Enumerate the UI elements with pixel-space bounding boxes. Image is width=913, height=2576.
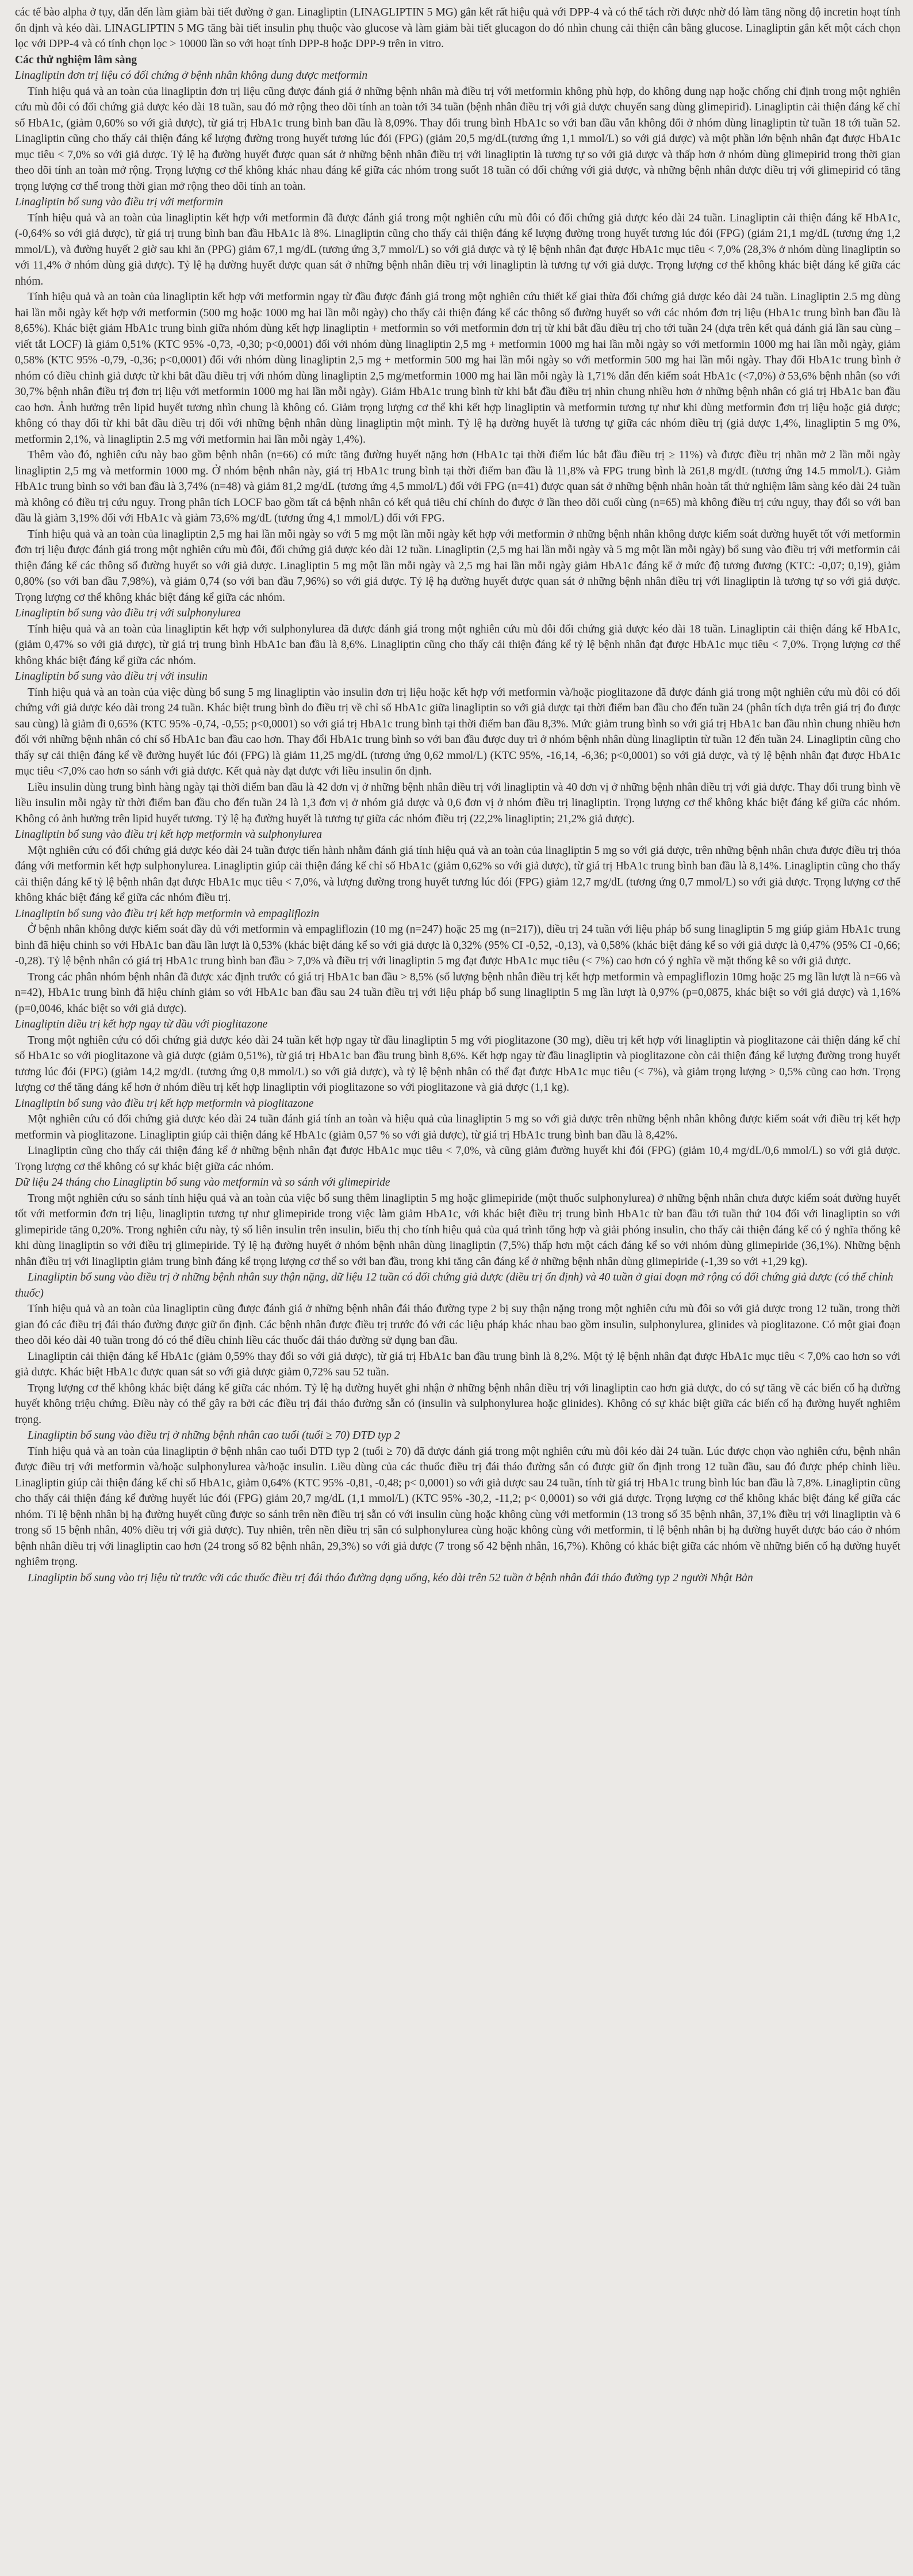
paragraph: Liều insulin dùng trung bình hàng ngày tại thời điểm ban đầu là 42 đơn vị ở những bệnh nhân điều trị với linagliptin và 40 đơn vị ở những bệnh nhân điều trị với giả dược. Thay đổi trung bình về liều insulin mỗi ngày từ thời điểm ban đầu cho đến tuần 24 là 1,3 đơn vị ở nhóm giả dược và 0,6 đơn vị ở nhóm điều trị linagliptin. Trọng lượng cơ thể không khác biệt đáng kể giữa các nhóm. Không có ảnh hưởng trên lipid huyết tương. Tỷ lệ hạ đường huyết là tương tự giữa các nhóm điều trị (22,2% linagliptin; 21,2% giả dược). <box>15 781 900 825</box>
section-title: Linagliptin điều trị kết hợp ngay từ đầu với pioglitazone <box>15 1018 268 1030</box>
paragraph: Một nghiên cứu có đối chứng giả dược kéo dài 24 tuần đánh giá tính an toàn và hiệu quả của linagliptin 5 mg so với giả dược trên những bệnh nhân không được kiểm soát với điều trị kết hợp metformin và pioglitazone. Linagliptin giúp cải thiện đáng kể HbA1c (giảm 0,57 % so với giả dược), từ giá trị HbA1c trung bình ban đầu là 8,42%. <box>15 1113 900 1141</box>
paragraph: Tính hiệu quả và an toàn của việc dùng bổ sung 5 mg linagliptin vào insulin đơn trị liệu hoặc kết hợp với metformin và/hoặc pioglitazone đã được đánh giá trong một nghiên cứu mù đôi có đối chứng với giả dược kéo dài trong 24 tuần. Khác biệt trung bình do điều trị về chỉ số HbA1c giữa linagliptin so với giả dược tại thời điểm ban đầu cho đến tuần 24 (phân tích dựa trên giá trị đo được sau cùng) là giảm đi 0,65% (KTC 95% -0,74, -0,55; p<0,0001) so với giá trị HbA1c trung bình tại thời điểm ban đầu 8,3%. Mức giảm trung bình so với giá trị HbA1c ban đầu nhìn chung nhiều hơn đối với những bệnh nhân có chỉ số HbA1c ban đầu cao hơn. Thay đổi HbA1c trung bình so với ban đầu được duy trì ở nhóm bệnh nhân dùng linagliptin từ tuần 12 đến tuần 24. Linagliptin cũng cho thấy sự cải thiện đáng kể về đường huyết lúc đói (FPG) là giảm 11,25 mg/dL (tương ứng 0,62 mmol/L) (KTC 95%, -16,14, -6,36; p<0,0001) so với giả dược, và tỷ lệ bệnh nhân đạt được HbA1c mục tiêu <7,0% cao hơn so sánh với giả dược. Kết quả này đạt được với liều insulin ổn định. <box>15 686 900 777</box>
paragraph: Tính hiệu quả và an toàn của linagliptin đơn trị liệu cũng được đánh giá ở những bệnh nhân mà điều trị với metformin không phù hợp, do không dung nạp hoặc chống chỉ định trong một nghiên cứu mù đôi có đối chứng giả dược kéo dài 18 tuần, sau đó mở rộng theo dõi tính an toàn tới 34 tuần (bệnh nhân điều trị với giả dược chuyển sang dùng glimepirid). Linagliptin cải thiện đáng kể chỉ số HbA1c, (giảm 0,60% so với giả dược), từ giá trị HbA1c trung bình ban đầu là 8,09%. Thay đổi trung bình HbA1c so với ban đầu vẫn không đổi ở nhóm dùng linagliptin từ tuần 18 tới tuần 52. Linagliptin cũng cho thấy cải thiện đáng kể lượng đường trong huyết tương lúc đói (FPG) (giảm 20,5 mg/dL(tương ứng 1,1 mmol/L) so với giả dược) và một phần lớn bệnh nhân đạt được HbA1c mục tiêu < 7,0% so với giả dược. Tỷ lệ hạ đường huyết được quan sát ở những bệnh nhân điều trị với linagliptin là tương tự so với giả dược và thấp hơn ở nhóm dùng glimepirid trong thời gian theo dõi tính an toàn mở rộng. Trọng lượng cơ thể không khác nhau đáng kể giữa các nhóm trong suốt 18 tuần có đối chứng với giả dược, và những bệnh nhân được điều trị với glimepirid có tăng trọng lượng cơ thể trong thời gian mở rộng theo dõi tính an toàn. <box>15 85 900 193</box>
paragraph: Tính hiệu quả và an toàn của linagliptin cũng được đánh giá ở những bệnh nhân đái tháo đường type 2 bị suy thận nặng trong một nghiên cứu mù đôi so với giả dược trong 12 tuần, trong thời gian đó các điều trị đái tháo đường được giữ ổn định. Các bệnh nhân được điều trị trước đó với các liệu pháp khác nhau bao gồm insulin, sulphonylurea, glinides và pioglitazone. Có một giai đoạn theo dõi kéo dài 40 tuần trong đó có thể điều chỉnh liều các thuốc đái tháo đường sử dụng ban đầu. <box>15 1303 900 1347</box>
paragraph: Tính hiệu quả và an toàn của linagliptin ở bệnh nhân cao tuổi ĐTĐ typ 2 (tuổi ≥ 70) đã được đánh giá trong một nghiên cứu mù đôi kéo dài 24 tuần. Lúc được chọn vào nghiên cứu, bệnh nhân được điều trị với metformin và/hoặc sulphonylurea và/hoặc insulin. Liều dùng của các thuốc điều trị đái tháo đường sẵn có được giữ ổn định trong 12 tuần đầu, sau đó được phép chỉnh liều. Linagliptin giúp cải thiện đáng kể chỉ số HbA1c, giảm 0,64% (KTC 95% -0,81, -0,48; p< 0,0001) so với giả dược sau 24 tuần, tính từ giá trị HbA1c trung bình lúc ban đầu là 7,8%. Linagliptin cũng cho thấy cải thiện đáng kể đường huyết lúc đói (FPG) giảm 20,7 mg/dL (1,1 mmol/L) (KTC 95% -30,2, -11,2; p< 0,0001) so với giả dược. Trọng lượng cơ thể không khác biệt đáng kể giữa các nhóm. Tỉ lệ bệnh nhân bị hạ đường huyết cũng được so sánh trên nền điều trị sẵn có với insulin cùng hoặc không cùng với metformin (13 trong số 35 bệnh nhân, 37,1% điều trị với linagliptin và 6 trong số 15 bệnh nhân, 40% điều trị với giả dược). Tuy nhiên, trên nền điều trị sẵn có sulphonylurea cùng hoặc không cùng với metformin, tỉ lệ bệnh nhân bị hạ đường huyết được báo cáo ở nhóm bệnh nhân điều trị với linagliptin cao hơn (24 trong số 82 bệnh nhân, 29,3%) so với giả dược (7 trong số 42 bệnh nhân, 16,7%). Không có khác biệt giữa các nhóm về những biến cố hạ đường huyết nghiêm trọng. <box>15 1445 900 1568</box>
paragraph: Linagliptin cải thiện đáng kể HbA1c (giảm 0,59% thay đổi so với giả dược), từ giá trị HbA1c ban đầu trung bình là 8,2%. Một tỷ lệ bệnh nhân đạt được HbA1c mục tiêu < 7,0% cao hơn so với giả dược. Khác biệt HbA1c được quan sát so với giả dược giảm 0,72% sau 52 tuần. <box>15 1350 900 1378</box>
paragraph: Tính hiệu quả và an toàn của linagliptin kết hợp với sulphonylurea đã được đánh giá trong một nghiên cứu mù đôi đối chứng giả dược kéo dài 18 tuần. Linagliptin cải thiện đáng kể HbA1c, (giảm 0,47% so với giả dược), từ giá trị trung bình HbA1c ban đầu là 8,6%. Linagliptin cũng cho thấy cải thiện đáng kể tỷ lệ bệnh nhân đạt được HbA1c mục tiêu < 7,0%. Trọng lượng cơ thể không khác biệt đáng kể giữa các nhóm. <box>15 623 900 667</box>
paragraph: Tính hiệu quả và an toàn của linagliptin kết hợp với metformin đã được đánh giá trong một nghiên cứu mù đôi có đối chứng giả dược kéo dài 24 tuần. Linagliptin cải thiện đáng kể HbA1c, (-0,64% so với giả dược), từ giá trị trung bình ban đầu HbA1c là 8%. Linagliptin cũng cho thấy cải thiện đáng kể lượng đường trong huyết tương lúc đói (FPG) (giảm 21,1 mg/dL (tương ứng 1,2 mmol/L), và đường huyết 2 giờ sau khi ăn (PPG) giảm 67,1 mg/dL (tương ứng 3,7 mmol/L) so với giả dược và tỷ lệ bệnh nhân đạt được HbA1c mục tiêu < 7,0% (28,3% ở nhóm dùng linagliptin so với 11,4% ở nhóm dùng giả dược). Tỷ lệ hạ đường huyết được quan sát ở những bệnh nhân điều trị với linagliptin là tương tự với giả dược. Trọng lượng cơ thể không khác biệt đáng kể giữa các nhóm. <box>15 212 900 288</box>
section-title: Dữ liệu 24 tháng cho Linagliptin bổ sung vào metformin và so sánh với glimepiride <box>15 1176 390 1189</box>
section-title: Linagliptin bổ sung vào điều trị kết hợp metformin và pioglitazone <box>15 1097 314 1110</box>
section-title: Linagliptin bổ sung vào điều trị kết hợp metformin và empagliflozin <box>15 907 320 920</box>
paragraph: Trọng lượng cơ thể không khác biệt đáng kể giữa các nhóm. Tỷ lệ hạ đường huyết ghi nhận ở những bệnh nhân điều trị với linagliptin cao hơn giả dược, do có sự tăng về các biến cố hạ đường huyết không triệu chứng. Điều này có thể gây ra bởi các điều trị đái tháo đường sẵn có (insulin và sulphonylurea hoặc glinides). Không có sự khác biệt giữa các biến cố hạ đường huyết nghiêm trọng. <box>15 1382 900 1426</box>
section-title: Linagliptin bổ sung vào điều trị với sulphonylurea <box>15 607 241 619</box>
heading-clinical-trials: Các thử nghiệm lâm sàng <box>15 53 137 66</box>
paragraph: Một nghiên cứu có đối chứng giả dược kéo dài 24 tuần được tiến hành nhằm đánh giá tính hiệu quả và an toàn của linagliptin 5 mg so với giả dược, trên những bệnh nhân chưa được điều trị thỏa đáng với metformin kết hợp sulphonylurea. Linagliptin giúp cải thiện đáng kể chỉ số HbA1c (giảm 0,62% so với giả dược), từ giá trị HbA1c trung bình ban đầu là 8,14%. Linagliptin cũng cho thấy cải thiện đáng kể tỷ lệ bệnh nhân đạt được HbA1c mục tiêu < 7,0%, và lượng đường trong huyết tương lúc đói (FPG) giảm 12,7 mg/dL (tương ứng 0,7 mmol/L) so với giả dược. Trọng lượng cơ thể không khác biệt đáng kể giữa các nhóm điều trị. <box>15 844 900 904</box>
intro-paragraph: các tế bào alpha ở tụy, dẫn đến làm giảm bài tiết đường ở gan. Linagliptin (LINAGLIPTIN 5 MG) gắn kết rất hiệu quả với DPP-4 và có thể tách rời được nhờ đó làm tăng nồng độ incretin hoạt tính ổn định và kéo dài. LINAGLIPTIN 5 MG tăng bài tiết insulin phụ thuộc vào glucose và làm giảm bài tiết glucagon do đó nhìn chung cải thiện cân bằng glucose. Linagliptin gắn kết một cách chọn lọc với DPP-4 và có tính chọn lọc > 10000 lần so với hoạt tính DPP-8 hoặc DPP-9 trên in vitro. <box>15 6 900 50</box>
paragraph: Ở bệnh nhân không được kiểm soát đầy đủ với metformin và empagliflozin (10 mg (n=247) hoặc 25 mg (n=217)), điều trị 24 tuần với liệu pháp bổ sung linagliptin 5 mg giúp giảm HbA1c trung bình đã hiệu chỉnh so với HbA1c ban đầu lần lượt là 0,53% (khác biệt đáng kể so với giả dược là 0,32% (95% CI -0,52, -0,13), và 0,58% (khác biệt đáng kể so với giả dược là 0,47% (95% CI -0,66; -0,28). Tỷ lệ bệnh nhân có giá trị HbA1c trung bình ban đầu > 7,0% và điều trị với linagliptin 5 mg đạt được HbA1c mục tiêu (< 7%) cao hơn có ý nghĩa về mặt thống kê so với giả dược. <box>15 923 900 967</box>
paragraph: Tính hiệu quả và an toàn của linagliptin 2,5 mg hai lần mỗi ngày so với 5 mg một lần mỗi ngày kết hợp với metformin ở những bệnh nhân không được kiểm soát đường huyết tốt với metformin đơn trị liệu được đánh giá trong một nghiên cứu mù đôi, đối chứng giả dược kéo dài 12 tuần. Linagliptin (2,5 mg hai lần mỗi ngày và 5 mg một lần mỗi ngày) bổ sung vào điều trị với metformin cải thiện đáng kể các thông số đường huyết so với giả dược. Linagliptin 5 mg một lần mỗi ngày và 2,5 mg hai lần mỗi ngày giảm HbA1c đáng kể ở mức độ tương đương (KTC: -0,07; 0,19), giảm 0,80% (so với ban đầu 7,98%), và giảm 0,74 (so với ban đầu 7,96%) so với giả dược. Tỷ lệ hạ đường huyết được quan sát ở những bệnh nhân điều trị với linagliptin là tương tự so với giả dược. Trọng lượng cơ thể không khác biệt đáng kể giữa các nhóm. <box>15 528 900 604</box>
section-title: Linagliptin bổ sung vào điều trị với metformin <box>15 196 223 208</box>
section-title: Linagliptin bổ sung vào điều trị ở những bệnh nhân cao tuổi (tuổi ≥ 70) ĐTĐ typ 2 <box>28 1429 400 1442</box>
paragraph: Tính hiệu quả và an toàn của linagliptin kết hợp với metformin ngay từ đầu được đánh giá trong một nghiên cứu thiết kế giai thừa đối chứng giả dược kéo dài 24 tuần. Linagliptin 2.5 mg dùng hai lần mỗi ngày kết hợp với metformin (500 mg hoặc 1000 mg hai lần mỗi ngày) cho thấy cải thiện đáng kể các thông số đường huyết so với các nhóm đơn trị liệu (HbA1c trung bình ban đầu là 8,65%). Khác biệt giảm HbA1c trung bình giữa nhóm dùng kết hợp linagliptin + metformin so với metformin đơn trị từ khi bắt đầu điều trị cho tới tuần 24 (dựa trên kết quả đánh giá lần sau cùng – viết tắt LOCF) là giảm 0,51% (KTC 95% -0,73, -0,30; p<0,0001) đối với nhóm dùng linagliptin 2,5 mg + metformin 1000 mg hai lần mỗi ngày so với metformin 1000 mg hai lần mỗi ngày, giảm 0,58% (KTC 95% -0,79, -0,36; p<0,0001) đối với nhóm dùng linagliptin 2,5 mg + metformin 500 mg hai lần mỗi ngày so với metformin 500 mg hai lần mỗi ngày. Thay đổi HbA1c trung bình ở nhóm có điều chỉnh giả dược từ khi bắt đầu điều trị với nhóm dùng linagliptin 2,5 mg/metformin 1000 mg hai lần mỗi ngày là 1,71% dẫn đến kiểm soát HbA1c (<7,0%) ở 53,6% bệnh nhân (so với 30,7% bệnh nhân điều trị đơn trị liệu với metformin 1000 mg hai lần mỗi ngày). Giảm HbA1c trung bình từ khi bắt đầu điều trị nhìn chung nhiều hơn ở những bệnh nhân có giá trị HbA1c ban đầu cao hơn. Ảnh hưởng trên lipid huyết tương nhìn chung là không có. Giảm trọng lượng cơ thể khi kết hợp linagliptin và metformin tương tự như khi dùng metformin đơn trị liệu hoặc giả dược; không có thay đổi từ khi bắt đầu điều trị đối với những bệnh nhân dùng linagliptin một mình. Tỷ lệ hạ đường huyết là tương tự giữa các nhóm điều trị (giả dược 1,4%, linagliptin 5 mg 0%, metformin 2,1%, và linagliptin 2.5 mg với metformin hai lần mỗi ngày 1,4%). <box>15 291 900 446</box>
paragraph: Linagliptin cũng cho thấy cải thiện đáng kể ở những bệnh nhân đạt được HbA1c mục tiêu < 7,0%, và cũng giảm đường huyết khi đói (FPG) (giảm 10,4 mg/dL/0,6 mmol/L) so với giả dược. Trọng lượng cơ thể không có sự khác biệt giữa các nhóm. <box>15 1145 900 1173</box>
paragraph: Thêm vào đó, nghiên cứu này bao gồm bệnh nhân (n=66) có mức tăng đường huyết nặng hơn (HbA1c tại thời điểm lúc bắt đầu điều trị ≥ 11%) và được điều trị nhãn mở 2 lần mỗi ngày linagliptin 2,5 mg và metformin 1000 mg. Ở nhóm bệnh nhân này, giá trị HbA1c trung bình tại thời điểm ban đầu là 11,8% và FPG trung bình là 261,8 mg/dL (tương ứng 14.5 mmol/L). Giảm HbA1c trung bình so với ban đầu là 3,74% (n=48) và giảm 81,2 mg/dL (tương ứng 4,5 mmol/L) đối với FPG (n=41) được quan sát ở những bệnh nhân hoàn tất thử nghiệm lâm sàng kéo dài 24 tuần mà không có điều trị cứu nguy. Trong phân tích LOCF bao gồm tất cả bệnh nhân có kết quả tiêu chí chính do được ở lần theo dõi cuối cùng (n=65) mà không điều trị cứu nguy, thay đổi so với ban đầu là giảm 3,19% đối với HbA1c và giảm 73,6% mg/dL (tương ứng 4,1 mmol/L) đối với FPG. <box>15 449 900 524</box>
section-title: Linagliptin bổ sung vào điều trị kết hợp metformin và sulphonylurea <box>15 829 322 841</box>
paragraph: Trong một nghiên cứu có đối chứng giả dược kéo dài 24 tuần kết hợp ngay từ đầu linagliptin 5 mg với pioglitazone (30 mg), điều trị kết hợp với linagliptin và pioglitazone cải thiện đáng kể chỉ số HbA1c so với pioglitazone và giả dược (giảm 0,51%), từ giá trị HbA1c ban đầu trung bình 8,6%. Kết hợp ngay từ đầu linagliptin và pioglitazone còn cải thiện đáng kể lượng đường trong huyết tương lúc đói (FPG) (giảm 14,2 mg/dL (tương ứng 0,8 mmol/L) so với giả dược), và tỷ lệ bệnh nhân có thể đạt được HbA1c mục tiêu (< 7%), và giảm trọng lượng > 0,5% cũng cao hơn. Trọng lượng cơ thể tăng đáng kể hơn ở nhóm điều trị kết hợp linagliptin với pioglitazone so với pioglitazone và giả dược (1,1 kg). <box>15 1034 900 1094</box>
section-title: Linagliptin đơn trị liệu có đối chứng ở bệnh nhân không dung được metformin <box>15 70 368 82</box>
section-title: Linagliptin bổ sung vào điều trị ở những bệnh nhân suy thận nặng, dữ liệu 12 tuần có đối chứng giả dược (điều trị ổn định) và 40 tuần ở giai đoạn mở rộng có đối chứng giả dược (có thể chỉnh thuốc) <box>15 1271 893 1300</box>
paragraph: Trong một nghiên cứu so sánh tính hiệu quả và an toàn của việc bổ sung thêm linagliptin 5 mg hoặc glimepiride (một thuốc sulphonylurea) ở những bệnh nhân chưa được kiểm soát đường huyết tốt với metformin đơn trị liệu, linagliptin tương tự như glimepiride trong việc làm giảm HbA1c, với khác biệt điều trị trung bình HbA1c từ ban đầu tới tuần thứ 104 đối với linagliptin so với glimepiride tăng 0,20%. Trong nghiên cứu này, tỷ số liên insulin trên insulin, biểu thị cho tính hiệu quả của quá trình tổng hợp và giải phóng insulin, cho thấy cải thiện đáng kể có ý nghĩa thống kê khi dùng linagliptin so với điều trị glimepiride. Tỷ lệ hạ đường huyết ở nhóm bệnh nhân dùng linagliptin (7,5%) thấp hơn một cách đáng kể so với nhóm dùng glimepiride (36,1%). Những bệnh nhân điều trị với linagliptin giảm trung bình đáng kể trọng lượng cơ thể so với ban đầu, trong khi tăng cân đáng kể ở những bệnh nhân dùng glimepiride (-1,39 so với +1,29 kg). <box>15 1192 900 1268</box>
paragraph: Trong các phân nhóm bệnh nhân đã được xác định trước có giá trị HbA1c ban đầu > 8,5% (số lượng bệnh nhân điều trị kết hợp metformin và empagliflozin 10mg hoặc 25 mg lần lượt là n=66 và n=42), HbA1c trung bình đã hiệu chỉnh giảm so với HbA1c ban đầu sau 24 tuần điều trị với liệu pháp bổ sung linagliptin 5 mg lần lượt là 0,97% (p=0,0875, khác biệt so với giả dược) và 1,16% (p=0,0046, khác biệt so với giả dược). <box>15 971 900 1015</box>
section-title: Linagliptin bổ sung vào trị liệu từ trước với các thuốc điều trị đái tháo đường dạng uống, kéo dài trên 52 tuần ở bệnh nhân đái tháo đường typ 2 người Nhật Bản <box>28 1571 753 1584</box>
section-title: Linagliptin bổ sung vào điều trị với insulin <box>15 670 208 683</box>
